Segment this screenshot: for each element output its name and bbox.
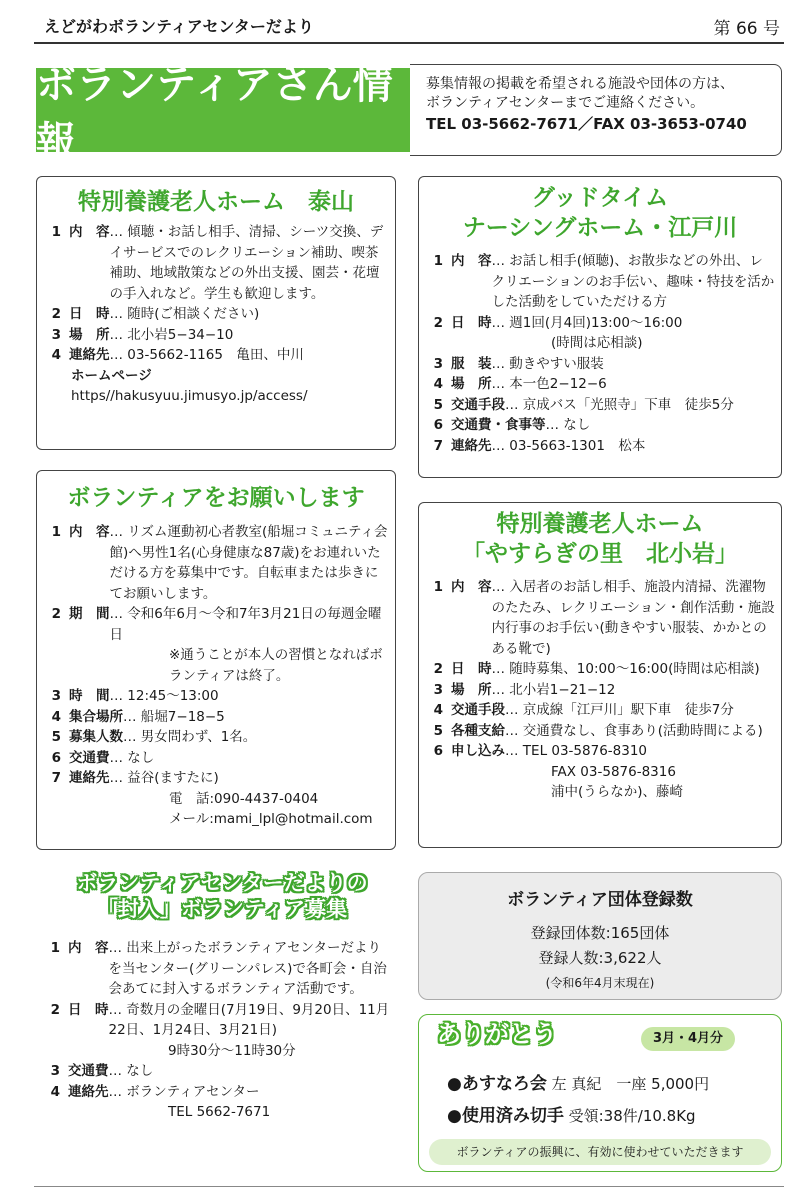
item-number: 1 bbox=[433, 253, 443, 269]
goodtime-title-1: グッドタイム bbox=[531, 185, 669, 211]
list-item bbox=[425, 782, 775, 803]
list-item bbox=[43, 604, 389, 645]
item-number bbox=[425, 333, 451, 354]
list-item bbox=[43, 748, 389, 769]
item-number bbox=[43, 789, 69, 810]
list-item bbox=[43, 686, 389, 707]
list-item bbox=[43, 522, 389, 604]
item-key: 連絡先 bbox=[69, 347, 110, 363]
item-value: … 奇数月の金曜日(7月19日、9月20日、11月22日、1月24日、3月21日) bbox=[108, 1001, 390, 1038]
item-number bbox=[425, 762, 451, 783]
item-number: 3 bbox=[51, 326, 61, 343]
item-key: 交通費 bbox=[69, 749, 110, 766]
goodtime-list bbox=[425, 251, 775, 456]
item-key: 交通手段 bbox=[451, 702, 505, 718]
item-key: 期 間 bbox=[69, 606, 110, 622]
item-value: … 出来上がったボランティアセンターだよりを当センター(グリーンパレス)で各町会・自治会あてに封入するボランティア活動です。 bbox=[108, 940, 387, 997]
item-key: 交通手段 bbox=[451, 396, 505, 413]
item-number: 4 bbox=[51, 708, 61, 725]
list-item bbox=[43, 304, 389, 325]
list-item bbox=[425, 762, 775, 783]
item-number: 3 bbox=[51, 688, 61, 704]
taizan-hp-label: ホームページ bbox=[71, 367, 152, 384]
goodtime-title-2: ナーシングホーム・江戸川 bbox=[462, 215, 738, 241]
list-item bbox=[425, 313, 775, 334]
item-value: … なし bbox=[545, 417, 591, 433]
list-item bbox=[425, 354, 775, 375]
item-key: 内 容 bbox=[451, 253, 492, 269]
list-item bbox=[43, 645, 389, 686]
item-key: 日 時 bbox=[451, 661, 492, 677]
item-number: 3 bbox=[433, 355, 443, 372]
list-item bbox=[43, 345, 389, 366]
fuunyu-title bbox=[46, 870, 398, 922]
item-number: 5 bbox=[433, 722, 443, 739]
list-item bbox=[43, 325, 389, 346]
list-item bbox=[43, 768, 389, 789]
donation-1-name: ●あすなろ会 bbox=[447, 1074, 547, 1094]
item-number bbox=[42, 1041, 68, 1062]
item-value: … 本一色2−12−6 bbox=[491, 376, 607, 392]
taizan-box bbox=[36, 176, 396, 450]
item-value: … 交通費なし、食事あり(活動時間による) bbox=[505, 722, 763, 739]
item-value: … 随時募集、10:00〜16:00(時間は応相談) bbox=[491, 661, 760, 677]
contact-tel: TEL 03-5662-7671／FAX 03-3653-0740 bbox=[426, 115, 747, 133]
item-value: (時間は応相談) bbox=[551, 335, 643, 351]
registration-groups: 登録団体数:165団体 bbox=[530, 924, 670, 942]
list-item bbox=[42, 938, 390, 1000]
item-number bbox=[43, 809, 69, 830]
list-item bbox=[425, 680, 775, 701]
registration-note: (令和6年4月末現在) bbox=[545, 976, 655, 990]
list-item bbox=[425, 251, 775, 313]
thanks-footer: ボランティアの振興に、有効に使わせていただきます bbox=[429, 1139, 771, 1165]
item-number: 6 bbox=[433, 417, 443, 433]
donation-1 bbox=[447, 1069, 709, 1094]
thanks-period: 3月・4月分 bbox=[641, 1027, 735, 1051]
item-value: … ボランティアセンター bbox=[108, 1083, 260, 1100]
item-key: 募集人数 bbox=[69, 729, 123, 745]
item-key: 内 容 bbox=[451, 579, 492, 595]
item-key: 内 容 bbox=[69, 524, 110, 540]
onegai-box bbox=[36, 470, 396, 850]
item-number: 3 bbox=[433, 681, 443, 698]
item-number: 4 bbox=[51, 347, 61, 363]
item-number: 5 bbox=[51, 729, 61, 745]
list-item bbox=[43, 727, 389, 748]
list-item bbox=[425, 436, 775, 457]
list-item bbox=[425, 333, 775, 354]
item-value: … 益谷(ますたに) bbox=[109, 770, 219, 786]
item-value: … 12:45〜13:00 bbox=[109, 688, 219, 704]
item-value: 電 話:090-4437-0404 bbox=[169, 790, 319, 807]
list-item bbox=[425, 577, 775, 659]
fuunyu-box bbox=[36, 930, 396, 1170]
thanks-box bbox=[418, 1014, 782, 1172]
taizan-list bbox=[43, 222, 389, 366]
item-value: … 令和6年6月〜令和7年3月21日の毎週金曜日 bbox=[109, 606, 382, 643]
item-value: … 動きやすい服装 bbox=[491, 355, 604, 372]
item-key: 申し込み bbox=[451, 743, 505, 759]
item-number: 6 bbox=[51, 749, 61, 766]
list-item bbox=[425, 395, 775, 416]
item-key: 日 時 bbox=[68, 1001, 109, 1018]
item-value: … 随時(ご相談ください) bbox=[109, 306, 260, 322]
yasuragi-title-2: 「やすらぎの里 北小岩」 bbox=[462, 541, 738, 567]
item-number: 2 bbox=[433, 314, 443, 331]
yasuragi-list bbox=[425, 577, 775, 803]
item-number: 2 bbox=[51, 306, 61, 322]
item-value: … 北小岩1−21−12 bbox=[491, 681, 616, 698]
donation-2 bbox=[447, 1101, 696, 1126]
item-value: … 船堀7−18−5 bbox=[123, 708, 225, 725]
item-key: 連絡先 bbox=[69, 770, 110, 786]
list-item bbox=[425, 415, 775, 436]
goodtime-box bbox=[418, 176, 782, 478]
registration-title: ボランティア団体登録数 bbox=[507, 890, 693, 910]
donation-2-name: ●使用済み切手 bbox=[447, 1106, 564, 1126]
item-key: 内 容 bbox=[69, 224, 110, 240]
item-number: 1 bbox=[50, 940, 60, 956]
item-value: 浦中(うらなか)、藤崎 bbox=[551, 784, 684, 800]
item-number: 4 bbox=[433, 702, 443, 718]
item-value: … 入居者のお話し相手、施設内清掃、洗濯物のたたみ、レクリエーション・創作活動・施設内行事のお手伝い(動きやすい服装、かかとのある靴で) bbox=[491, 579, 775, 657]
fuunyu-title-2: 「封入」ボランティア募集 bbox=[96, 897, 348, 921]
list-item bbox=[425, 721, 775, 742]
item-number: 4 bbox=[50, 1083, 60, 1100]
fuunyu-list bbox=[42, 938, 390, 1123]
item-key: 服 装 bbox=[451, 355, 492, 372]
item-number bbox=[43, 645, 69, 686]
item-number bbox=[425, 782, 451, 803]
item-key: 時 間 bbox=[69, 688, 110, 704]
item-number: 7 bbox=[433, 437, 443, 454]
item-key: 集合場所 bbox=[69, 708, 123, 725]
registration-box bbox=[418, 872, 782, 1000]
fuunyu-title-1: ボランティアセンターだよりの bbox=[76, 871, 368, 895]
list-item bbox=[42, 1000, 390, 1041]
item-number: 4 bbox=[433, 376, 443, 392]
item-key: 場 所 bbox=[451, 681, 492, 698]
taizan-title: 特別養護老人ホーム 泰山 bbox=[78, 189, 354, 215]
item-value: … 男女問わず、1名。 bbox=[123, 729, 257, 745]
item-value: … TEL 03-5876-8310 bbox=[505, 743, 648, 759]
list-item bbox=[43, 707, 389, 728]
list-item bbox=[42, 1082, 390, 1103]
item-number: 2 bbox=[51, 606, 61, 622]
item-number: 1 bbox=[51, 224, 61, 240]
newsletter-title: えどがわボランティアセンターだより bbox=[44, 17, 314, 36]
item-key: 内 容 bbox=[68, 940, 109, 956]
item-value: FAX 03-5876-8316 bbox=[551, 763, 676, 780]
item-value: … 03-5663-1301 松本 bbox=[491, 437, 646, 454]
list-item bbox=[43, 809, 389, 830]
item-value: … リズム運動初心者教室(船堀コミュニティ会館)へ男性1名(心身健康な87歳)をお連れいただける方を募集中です。自転車または歩きにてお願いします。 bbox=[109, 524, 388, 602]
item-number: 6 bbox=[433, 743, 443, 759]
item-key: 交通費 bbox=[68, 1063, 109, 1079]
list-item bbox=[425, 700, 775, 721]
yasuragi-box bbox=[418, 502, 782, 848]
item-number: 2 bbox=[433, 661, 443, 677]
item-key: 場 所 bbox=[69, 326, 110, 343]
item-value: メール:mami_lpl@hotmail.com bbox=[169, 811, 373, 827]
item-value: … 傾聴・お話し相手、清掃、シーツ交換、デイサービスでのレクリエーション補助、喫茶補助、地域散策などの外出支援、園芸・花壇の手入れなど。学生も歓迎します。 bbox=[109, 224, 384, 302]
item-value: ※通うことが本人の習慣となればボランティアは終了。 bbox=[169, 647, 383, 684]
list-item bbox=[43, 222, 389, 304]
contact-line-1: 募集情報の掲載を希望される施設や団体の方は、 bbox=[426, 76, 734, 92]
item-value: … 03-5662-1165 亀田、中川 bbox=[109, 347, 304, 363]
bottom-divider bbox=[34, 1186, 784, 1187]
section-banner: ボランティアさん情報 bbox=[36, 68, 410, 152]
item-value: … 北小岩5−34−10 bbox=[109, 326, 234, 343]
item-key: 場 所 bbox=[451, 376, 492, 392]
item-value: … 京成線「江戸川」駅下車 徒歩7分 bbox=[505, 702, 734, 718]
item-key: 交通費・食事等 bbox=[451, 417, 546, 433]
item-value: … 週1回(月4回)13:00〜16:00 bbox=[491, 314, 683, 331]
item-number: 1 bbox=[51, 524, 61, 540]
header-divider bbox=[34, 42, 784, 44]
item-value: TEL 5662-7671 bbox=[168, 1104, 271, 1120]
item-value: … 京成バス「光照寺」下車 徒歩5分 bbox=[505, 396, 734, 413]
item-value: … お話し相手(傾聴)、お散歩などの外出、レクリエーションのお手伝い、趣味・特技を活かした活動をしていただける方 bbox=[491, 253, 775, 310]
item-number: 1 bbox=[433, 579, 443, 595]
item-key: 連絡先 bbox=[451, 437, 492, 454]
item-number bbox=[42, 1102, 68, 1123]
item-value: 9時30分〜11時30分 bbox=[168, 1042, 296, 1059]
donation-1-detail: 左 真紀 一座 5,000円 bbox=[551, 1075, 710, 1093]
issue-number: 第 66 号 bbox=[713, 19, 780, 39]
onegai-title: ボランティアをお願いします bbox=[67, 485, 365, 511]
item-number: 3 bbox=[50, 1063, 60, 1079]
item-number: 2 bbox=[50, 1001, 60, 1018]
donation-2-detail: 受領:38件/10.8Kg bbox=[568, 1107, 696, 1125]
taizan-hp-url[interactable]: https//hakusyuu.jimusyo.jp/access/ bbox=[71, 388, 308, 404]
list-item bbox=[425, 741, 775, 762]
item-key: 連絡先 bbox=[68, 1083, 109, 1100]
contact-box bbox=[410, 64, 782, 156]
item-number: 5 bbox=[433, 396, 443, 413]
item-key: 日 時 bbox=[451, 314, 492, 331]
yasuragi-title-1: 特別養護老人ホーム bbox=[496, 511, 704, 537]
list-item bbox=[42, 1102, 390, 1123]
list-item bbox=[43, 789, 389, 810]
list-item bbox=[42, 1041, 390, 1062]
onegai-list bbox=[43, 522, 389, 830]
item-number: 7 bbox=[51, 770, 61, 786]
contact-line-2: ボランティアセンターまでご連絡ください。 bbox=[426, 95, 705, 111]
list-item bbox=[425, 659, 775, 680]
item-key: 各種支給 bbox=[451, 722, 505, 739]
registration-people: 登録人数:3,622人 bbox=[538, 949, 662, 967]
thanks-title: ありがとう bbox=[437, 1019, 557, 1048]
item-value: … なし bbox=[108, 1063, 154, 1079]
list-item bbox=[425, 374, 775, 395]
item-key: 日 時 bbox=[69, 306, 110, 322]
list-item bbox=[42, 1061, 390, 1082]
item-value: … なし bbox=[109, 749, 155, 766]
